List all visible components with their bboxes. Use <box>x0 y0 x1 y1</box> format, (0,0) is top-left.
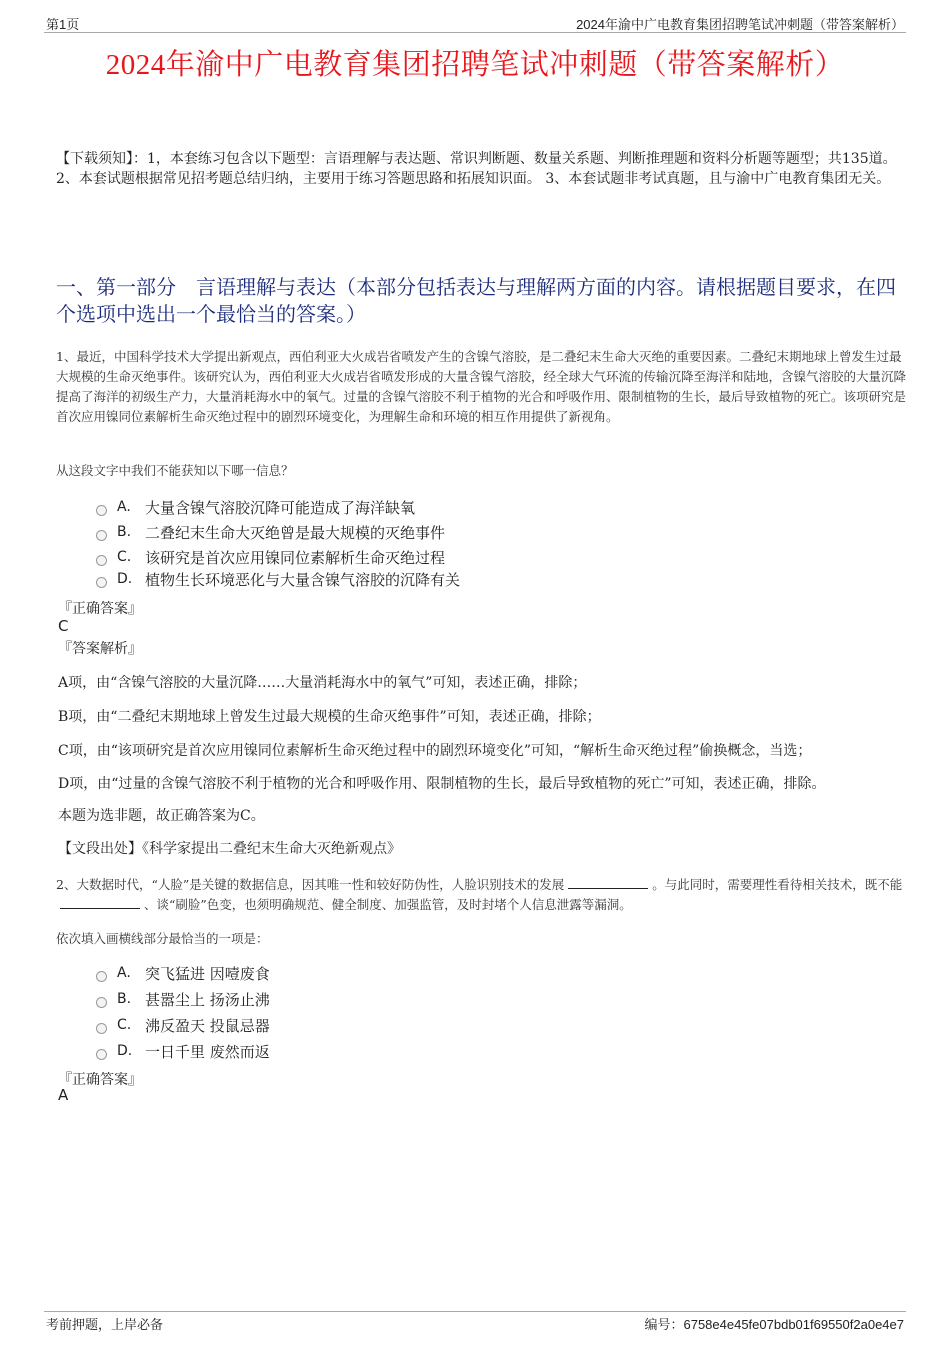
radio-icon[interactable] <box>96 971 107 982</box>
question-2-text-part2: 。与此同时，需要理性看待相关技术，既不能 <box>652 877 903 892</box>
question-1-option-b[interactable] <box>96 521 445 543</box>
question-2-option-c[interactable] <box>96 1014 270 1036</box>
radio-icon[interactable] <box>96 505 107 516</box>
radio-icon[interactable] <box>96 530 107 541</box>
option-letter: D. <box>117 571 133 587</box>
question-2-option-d[interactable] <box>96 1040 270 1062</box>
section-heading: 一、第一部分 言语理解与表达（本部分包括表达与理解两方面的内容。请根据题目要求，在四个选项中选出一个最恰当的答案。） <box>56 275 896 326</box>
option-text: 二叠纪末生命大灭绝曾是最大规模的灭绝事件 <box>145 523 446 542</box>
question-1-option-a[interactable] <box>96 496 415 518</box>
footer-slogan: 考前押题，上岸必备 <box>46 1318 164 1333</box>
analysis-label: 『答案解析』 <box>58 641 142 657</box>
question-1-text: 1、最近，中国科学技术大学提出新观点，西伯利亚大火成岩省喷发产生的含镍气溶胶，是二叠纪末生命大灭绝的重要因素。二叠纪末期地球上曾发生过最大规模的生命灭绝事件。该研究认为，西伯利亚大火成岩省喷发形成的大量含镍气溶胶，经全球大气环流的传输沉降至海洋和陆地，含镍气溶胶的大量沉降提高了海洋的初级生产力，大量消耗海水中的氧气。过量的含镍气溶胶不利于植物的光合和呼吸作用、限制植物的生长，最后导致植物的死亡。该项研究是首次应用镍同位素解析生命灭绝过程中的剧烈环境变化，为理解生命和环境的相互作用提供了新视角。 <box>56 349 907 424</box>
analysis-conclusion: 本题为选非题，故正确答案为C。 <box>58 808 265 824</box>
option-letter: A. <box>117 965 131 981</box>
fill-blank-1 <box>568 876 648 889</box>
option-text: 该研究是首次应用镍同位素解析生命灭绝过程 <box>145 548 446 567</box>
option-text: 突飞猛进 因噎废食 <box>145 964 270 983</box>
header-divider <box>44 32 906 33</box>
analysis-line-d: D项，由“过量的含镍气溶胶不利于植物的光合和呼吸作用、限制植物的生长，最后导致植物的死亡”可知，表述正确，排除。 <box>58 776 826 792</box>
option-letter: B. <box>117 991 132 1007</box>
question-2-option-a[interactable] <box>96 962 270 984</box>
analysis-line-b: B项，由“二叠纪末期地球上曾发生过最大规模的生命灭绝事件”可知，表述正确，排除； <box>58 709 601 725</box>
question-2-text <box>56 875 906 915</box>
correct-answer: A <box>58 1086 69 1104</box>
option-letter: D. <box>117 1043 133 1059</box>
option-text: 植物生长环境恶化与大量含镍气溶胶的沉降有关 <box>145 570 461 589</box>
question-1-prompt: 从这段文字中我们不能获知以下哪一信息？ <box>56 463 294 478</box>
option-letter: C. <box>117 1017 132 1033</box>
download-notice: 【下载须知】：1，本套练习包含以下题型：言语理解与表达题、常识判断题、数量关系题、判断推理题和资料分析题等题型；共135道。2、本套试题根据常见招考题总结归纳，主要用于练习答题思路和拓展知识面。 3、本套试题非考试真题，且与渝中广电教育集团无关。 <box>56 151 897 187</box>
option-letter: C. <box>117 549 132 565</box>
option-text: 大量含镍气溶胶沉降可能造成了海洋缺氧 <box>145 498 416 517</box>
analysis-line-c: C项，由“该项研究是首次应用镍同位素解析生命灭绝过程中的剧烈环境变化”可知，“解析生命灭绝过程”偷换概念，当选； <box>58 743 812 759</box>
question-2-option-b[interactable] <box>96 988 270 1010</box>
question-1-option-c[interactable] <box>96 546 445 568</box>
fill-blank-2 <box>60 896 140 909</box>
passage-source: 【文段出处】《科学家提出二叠纪末生命大灭绝新观点》 <box>58 841 401 857</box>
footer-code <box>644 1314 904 1333</box>
option-text: 甚嚣尘上 扬汤止沸 <box>145 990 270 1009</box>
radio-icon[interactable] <box>96 997 107 1008</box>
radio-icon[interactable] <box>96 577 107 588</box>
question-2-prompt: 依次填入画横线部分最恰当的一项是： <box>56 931 269 946</box>
correct-answer: C <box>58 617 69 635</box>
analysis-line-a: A项，由“含镍气溶胶的大量沉降……大量消耗海水中的氧气”可知，表述正确，排除； <box>58 675 587 691</box>
question-2-text-part3: 、谈“刷脸”色变，也须明确规范、健全制度、加强监管，及时封堵个人信息泄露等漏洞。 <box>144 897 632 912</box>
header-doc-title: 2024年渝中广电教育集团招聘笔试冲刺题（带答案解析） <box>576 17 904 32</box>
code-label: 编号： <box>644 1318 684 1333</box>
radio-icon[interactable] <box>96 1049 107 1060</box>
question-2-text-part1: 2、大数据时代，“人脸”是关键的数据信息，因其唯一性和较好防伪性，人脸识别技术的发展 <box>56 877 565 892</box>
radio-icon[interactable] <box>96 1023 107 1034</box>
option-text: 一日千里 废然而返 <box>145 1042 270 1061</box>
question-1-option-d[interactable] <box>96 568 460 590</box>
radio-icon[interactable] <box>96 555 107 566</box>
footer-divider <box>44 1311 906 1312</box>
page-number: 第1页 <box>46 17 80 32</box>
document-title: 2024年渝中广电教育集团招聘笔试冲刺题（带答案解析） <box>105 49 845 81</box>
correct-answer-label: 『正确答案』 <box>58 1072 142 1088</box>
correct-answer-label: 『正确答案』 <box>58 601 142 617</box>
option-text: 沸反盈天 投鼠忌器 <box>145 1016 270 1035</box>
code-value: 6758e4e45fe07bdb01f69550f2a0e4e7 <box>683 1317 904 1332</box>
option-letter: A. <box>117 499 131 515</box>
option-letter: B. <box>117 524 132 540</box>
